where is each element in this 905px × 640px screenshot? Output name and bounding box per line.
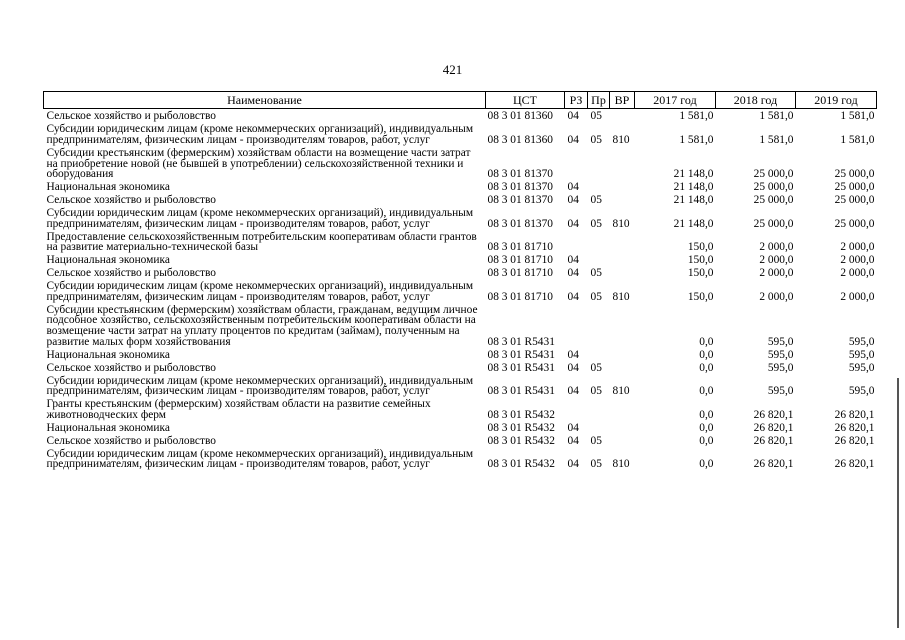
- cell-cst: 08 3 01 81360: [487, 110, 553, 123]
- cell-2019: 25 000,0: [834, 217, 875, 230]
- table-row: [44, 193, 877, 206]
- cell-2017: 0,0: [699, 335, 714, 348]
- cell-2018: 2 000,0: [759, 254, 794, 267]
- cell-rz: 04: [567, 434, 579, 447]
- table-row: [44, 266, 877, 279]
- cell-2019: 595,0: [848, 348, 875, 361]
- cell-cst: 08 3 01 R5431: [487, 361, 555, 374]
- cell-rz: [565, 397, 588, 421]
- table-row: [44, 347, 877, 360]
- cell-2019: 595,0: [848, 385, 875, 398]
- header-pr: Пр: [588, 92, 610, 109]
- cell-name: Субсидии юридическим лицам (кроме некоммерческих организаций), индивидуальным предпринимателям, физическим лицам - производителям товаров, работ, услуг: [46, 374, 474, 398]
- cell-rz: 04: [567, 194, 579, 207]
- cell-2018: 595,0: [767, 385, 794, 398]
- cell-pr: 05: [590, 194, 602, 207]
- cell-vr: [610, 193, 635, 206]
- cell-rz: 04: [567, 110, 579, 123]
- table-row: [44, 180, 877, 193]
- cell-2018: 25 000,0: [753, 194, 794, 207]
- cell-2019: 2 000,0: [840, 290, 875, 303]
- cell-vr: [610, 109, 635, 122]
- cell-2019: 25 000,0: [834, 168, 875, 181]
- table-row: [44, 122, 877, 146]
- cell-pr: 05: [590, 290, 602, 303]
- cell-2017: 21 148,0: [673, 168, 714, 181]
- table-row: [44, 397, 877, 421]
- cell-2017: 0,0: [699, 385, 714, 398]
- cell-name: Субсидии юридическим лицам (кроме некоммерческих организаций), индивидуальным предпринимателям, физическим лицам - производителям товаров, работ, услуг: [46, 447, 474, 471]
- cell-2018: 595,0: [767, 348, 794, 361]
- cell-2017: 150,0: [687, 290, 714, 303]
- cell-pr: [588, 180, 610, 193]
- budget-table: [43, 91, 877, 470]
- cell-2017: 0,0: [699, 421, 714, 434]
- cell-pr: [588, 146, 610, 180]
- table-body: [44, 109, 877, 470]
- cell-2017: 1 581,0: [679, 110, 714, 123]
- cell-vr: [610, 229, 635, 253]
- cell-pr: [588, 253, 610, 266]
- cell-vr: [610, 397, 635, 421]
- cell-2017: 150,0: [687, 241, 714, 254]
- cell-2019: 2 000,0: [840, 254, 875, 267]
- cell-cst: 08 3 01 81370: [487, 168, 553, 181]
- cell-2019: 26 820,1: [834, 458, 875, 471]
- cell-2018: 2 000,0: [759, 290, 794, 303]
- cell-pr: [588, 397, 610, 421]
- table-row: [44, 279, 877, 303]
- cell-name: Национальная экономика: [46, 254, 170, 267]
- cell-2018: 25 000,0: [753, 181, 794, 194]
- cell-rz: 04: [567, 267, 579, 280]
- cell-2018: 25 000,0: [753, 168, 794, 181]
- cell-name: Субсидии крестьянским (фермерским) хозяйствам области, гражданам, ведущим личное подсобное хозяйство, сельскохозяйственным потребительским кооперативам области на возмещение части затрат на уплату процентов по кредитам (займам), полученным на развитие малых форм хозяйствования: [46, 303, 478, 348]
- cell-2019: 25 000,0: [834, 181, 875, 194]
- table-row: [44, 253, 877, 266]
- cell-rz: 04: [567, 290, 579, 303]
- cell-vr: 810: [612, 133, 630, 146]
- cell-name: Сельское хозяйство и рыболовство: [46, 110, 216, 123]
- cell-2019: 595,0: [848, 335, 875, 348]
- page-number: 421: [442, 62, 463, 77]
- cell-vr: 810: [612, 290, 630, 303]
- cell-2017: 21 148,0: [673, 217, 714, 230]
- header-2019: 2019 год: [796, 92, 877, 109]
- cell-pr: [588, 229, 610, 253]
- cell-2017: 0,0: [699, 361, 714, 374]
- cell-vr: [610, 146, 635, 180]
- cell-2017: 21 148,0: [673, 194, 714, 207]
- cell-2018: 2 000,0: [759, 267, 794, 280]
- cell-cst: 08 3 01 R5432: [487, 434, 555, 447]
- header-name: Наименование: [44, 92, 486, 109]
- cell-2019: 1 581,0: [840, 133, 875, 146]
- cell-vr: [610, 420, 635, 433]
- cell-pr: 05: [590, 385, 602, 398]
- cell-name: Сельское хозяйство и рыболовство: [46, 267, 216, 280]
- cell-2019: 26 820,1: [834, 421, 875, 434]
- cell-pr: [588, 302, 610, 347]
- cell-2017: 21 148,0: [673, 181, 714, 194]
- cell-name: Предоставление сельскохозяйственным потребительским кооперативам области грантов на развитие материально-технической базы: [46, 230, 477, 254]
- cell-pr: 05: [590, 361, 602, 374]
- header-cst: ЦСТ: [486, 92, 565, 109]
- cell-vr: 810: [612, 385, 630, 398]
- cell-pr: 05: [590, 434, 602, 447]
- cell-name: Сельское хозяйство и рыболовство: [46, 361, 216, 374]
- cell-2018: 595,0: [767, 361, 794, 374]
- cell-2018: 26 820,1: [753, 408, 794, 421]
- table-row: [44, 302, 877, 347]
- cell-name: Гранты крестьянским (фермерским) хозяйствам области на развитие семейных животноводческих ферм: [46, 398, 431, 421]
- cell-cst: 08 3 01 81370: [487, 194, 553, 207]
- cell-name: Сельское хозяйство и рыболовство: [46, 434, 216, 447]
- cell-rz: [565, 302, 588, 347]
- header-rz: РЗ: [565, 92, 588, 109]
- cell-2019: 2 000,0: [840, 241, 875, 254]
- cell-rz: 04: [567, 458, 579, 471]
- cell-name: Национальная экономика: [46, 181, 170, 194]
- cell-rz: 04: [567, 361, 579, 374]
- cell-vr: [610, 266, 635, 279]
- cell-cst: 08 3 01 R5432: [487, 421, 555, 434]
- cell-cst: 08 3 01 R5431: [487, 385, 555, 398]
- cell-2019: 26 820,1: [834, 408, 875, 421]
- cell-cst: 08 3 01 R5431: [487, 348, 555, 361]
- cell-cst: 08 3 01 R5432: [487, 408, 555, 421]
- cell-name: Субсидии юридическим лицам (кроме некоммерческих организаций), индивидуальным предпринимателям, физическим лицам - производителям товаров, работ, услуг: [46, 123, 474, 146]
- cell-cst: 08 3 01 R5432: [487, 458, 555, 471]
- cell-name: Субсидии крестьянским (фермерским) хозяйствам области на возмещение части затрат на приобретение новой (не бывшей в употреблении) сельскохозяйственной техники и оборудования: [46, 146, 471, 181]
- cell-pr: 05: [590, 458, 602, 471]
- table-row: [44, 109, 877, 122]
- cell-2019: 595,0: [848, 361, 875, 374]
- cell-pr: [588, 347, 610, 360]
- cell-2017: 1 581,0: [679, 133, 714, 146]
- cell-pr: 05: [590, 133, 602, 146]
- cell-cst: 08 3 01 81370: [487, 217, 553, 230]
- cell-rz: 04: [567, 421, 579, 434]
- cell-2017: 0,0: [699, 434, 714, 447]
- cell-cst: 08 3 01 81710: [487, 267, 553, 280]
- cell-rz: 04: [567, 217, 579, 230]
- cell-vr: [610, 347, 635, 360]
- cell-2019: 1 581,0: [840, 110, 875, 123]
- cell-name: Сельское хозяйство и рыболовство: [46, 194, 216, 207]
- cell-rz: 04: [567, 348, 579, 361]
- cell-vr: [610, 360, 635, 373]
- cell-cst: 08 3 01 81710: [487, 241, 553, 254]
- cell-2019: 26 820,1: [834, 434, 875, 447]
- cell-pr: 05: [590, 110, 602, 123]
- table-row: [44, 446, 877, 470]
- header-2017: 2017 год: [635, 92, 716, 109]
- cell-pr: 05: [590, 267, 602, 280]
- cell-2018: 1 581,0: [759, 110, 794, 123]
- cell-2018: 595,0: [767, 335, 794, 348]
- cell-rz: [565, 146, 588, 180]
- table-header-row: [44, 92, 877, 109]
- cell-2018: 1 581,0: [759, 133, 794, 146]
- cell-rz: 04: [567, 254, 579, 267]
- cell-2017: 0,0: [699, 408, 714, 421]
- cell-rz: 04: [567, 181, 579, 194]
- cell-2017: 150,0: [687, 267, 714, 280]
- cell-name: Национальная экономика: [46, 348, 170, 361]
- cell-name: Национальная экономика: [46, 421, 170, 434]
- cell-2018: 25 000,0: [753, 217, 794, 230]
- cell-pr: 05: [590, 217, 602, 230]
- cell-rz: 04: [567, 385, 579, 398]
- cell-2018: 26 820,1: [753, 458, 794, 471]
- cell-vr: 810: [612, 217, 630, 230]
- cell-cst: 08 3 01 81710: [487, 290, 553, 303]
- cell-2019: 25 000,0: [834, 194, 875, 207]
- cell-name: Субсидии юридическим лицам (кроме некоммерческих организаций), индивидуальным предпринимателям, физическим лицам - производителям товаров, работ, услуг: [46, 207, 474, 230]
- table-row: [44, 146, 877, 180]
- cell-vr: [610, 253, 635, 266]
- cell-2018: 2 000,0: [759, 241, 794, 254]
- cell-2017: 150,0: [687, 254, 714, 267]
- cell-cst: 08 3 01 81370: [487, 181, 553, 194]
- cell-cst: 08 3 01 R5431: [487, 335, 555, 348]
- table-row: [44, 206, 877, 230]
- header-2018: 2018 год: [716, 92, 796, 109]
- cell-2017: 0,0: [699, 348, 714, 361]
- table-row: [44, 433, 877, 446]
- cell-2018: 26 820,1: [753, 421, 794, 434]
- cell-cst: 08 3 01 81360: [487, 133, 553, 146]
- table-row: [44, 420, 877, 433]
- cell-pr: [588, 420, 610, 433]
- header-vr: ВР: [610, 92, 635, 109]
- table-row: [44, 360, 877, 373]
- cell-name: Субсидии юридическим лицам (кроме некоммерческих организаций), индивидуальным предпринимателям, физическим лицам - производителям товаров, работ, услуг: [46, 280, 474, 303]
- cell-2018: 26 820,1: [753, 434, 794, 447]
- table-row: [44, 229, 877, 253]
- table-row: [44, 373, 877, 397]
- scan-edge-line: [897, 378, 899, 628]
- cell-rz: [565, 229, 588, 253]
- cell-rz: 04: [567, 133, 579, 146]
- cell-vr: [610, 180, 635, 193]
- cell-cst: 08 3 01 81710: [487, 254, 553, 267]
- cell-vr: [610, 302, 635, 347]
- cell-vr: 810: [612, 458, 630, 471]
- cell-2019: 2 000,0: [840, 267, 875, 280]
- cell-2017: 0,0: [699, 458, 714, 471]
- cell-vr: [610, 433, 635, 446]
